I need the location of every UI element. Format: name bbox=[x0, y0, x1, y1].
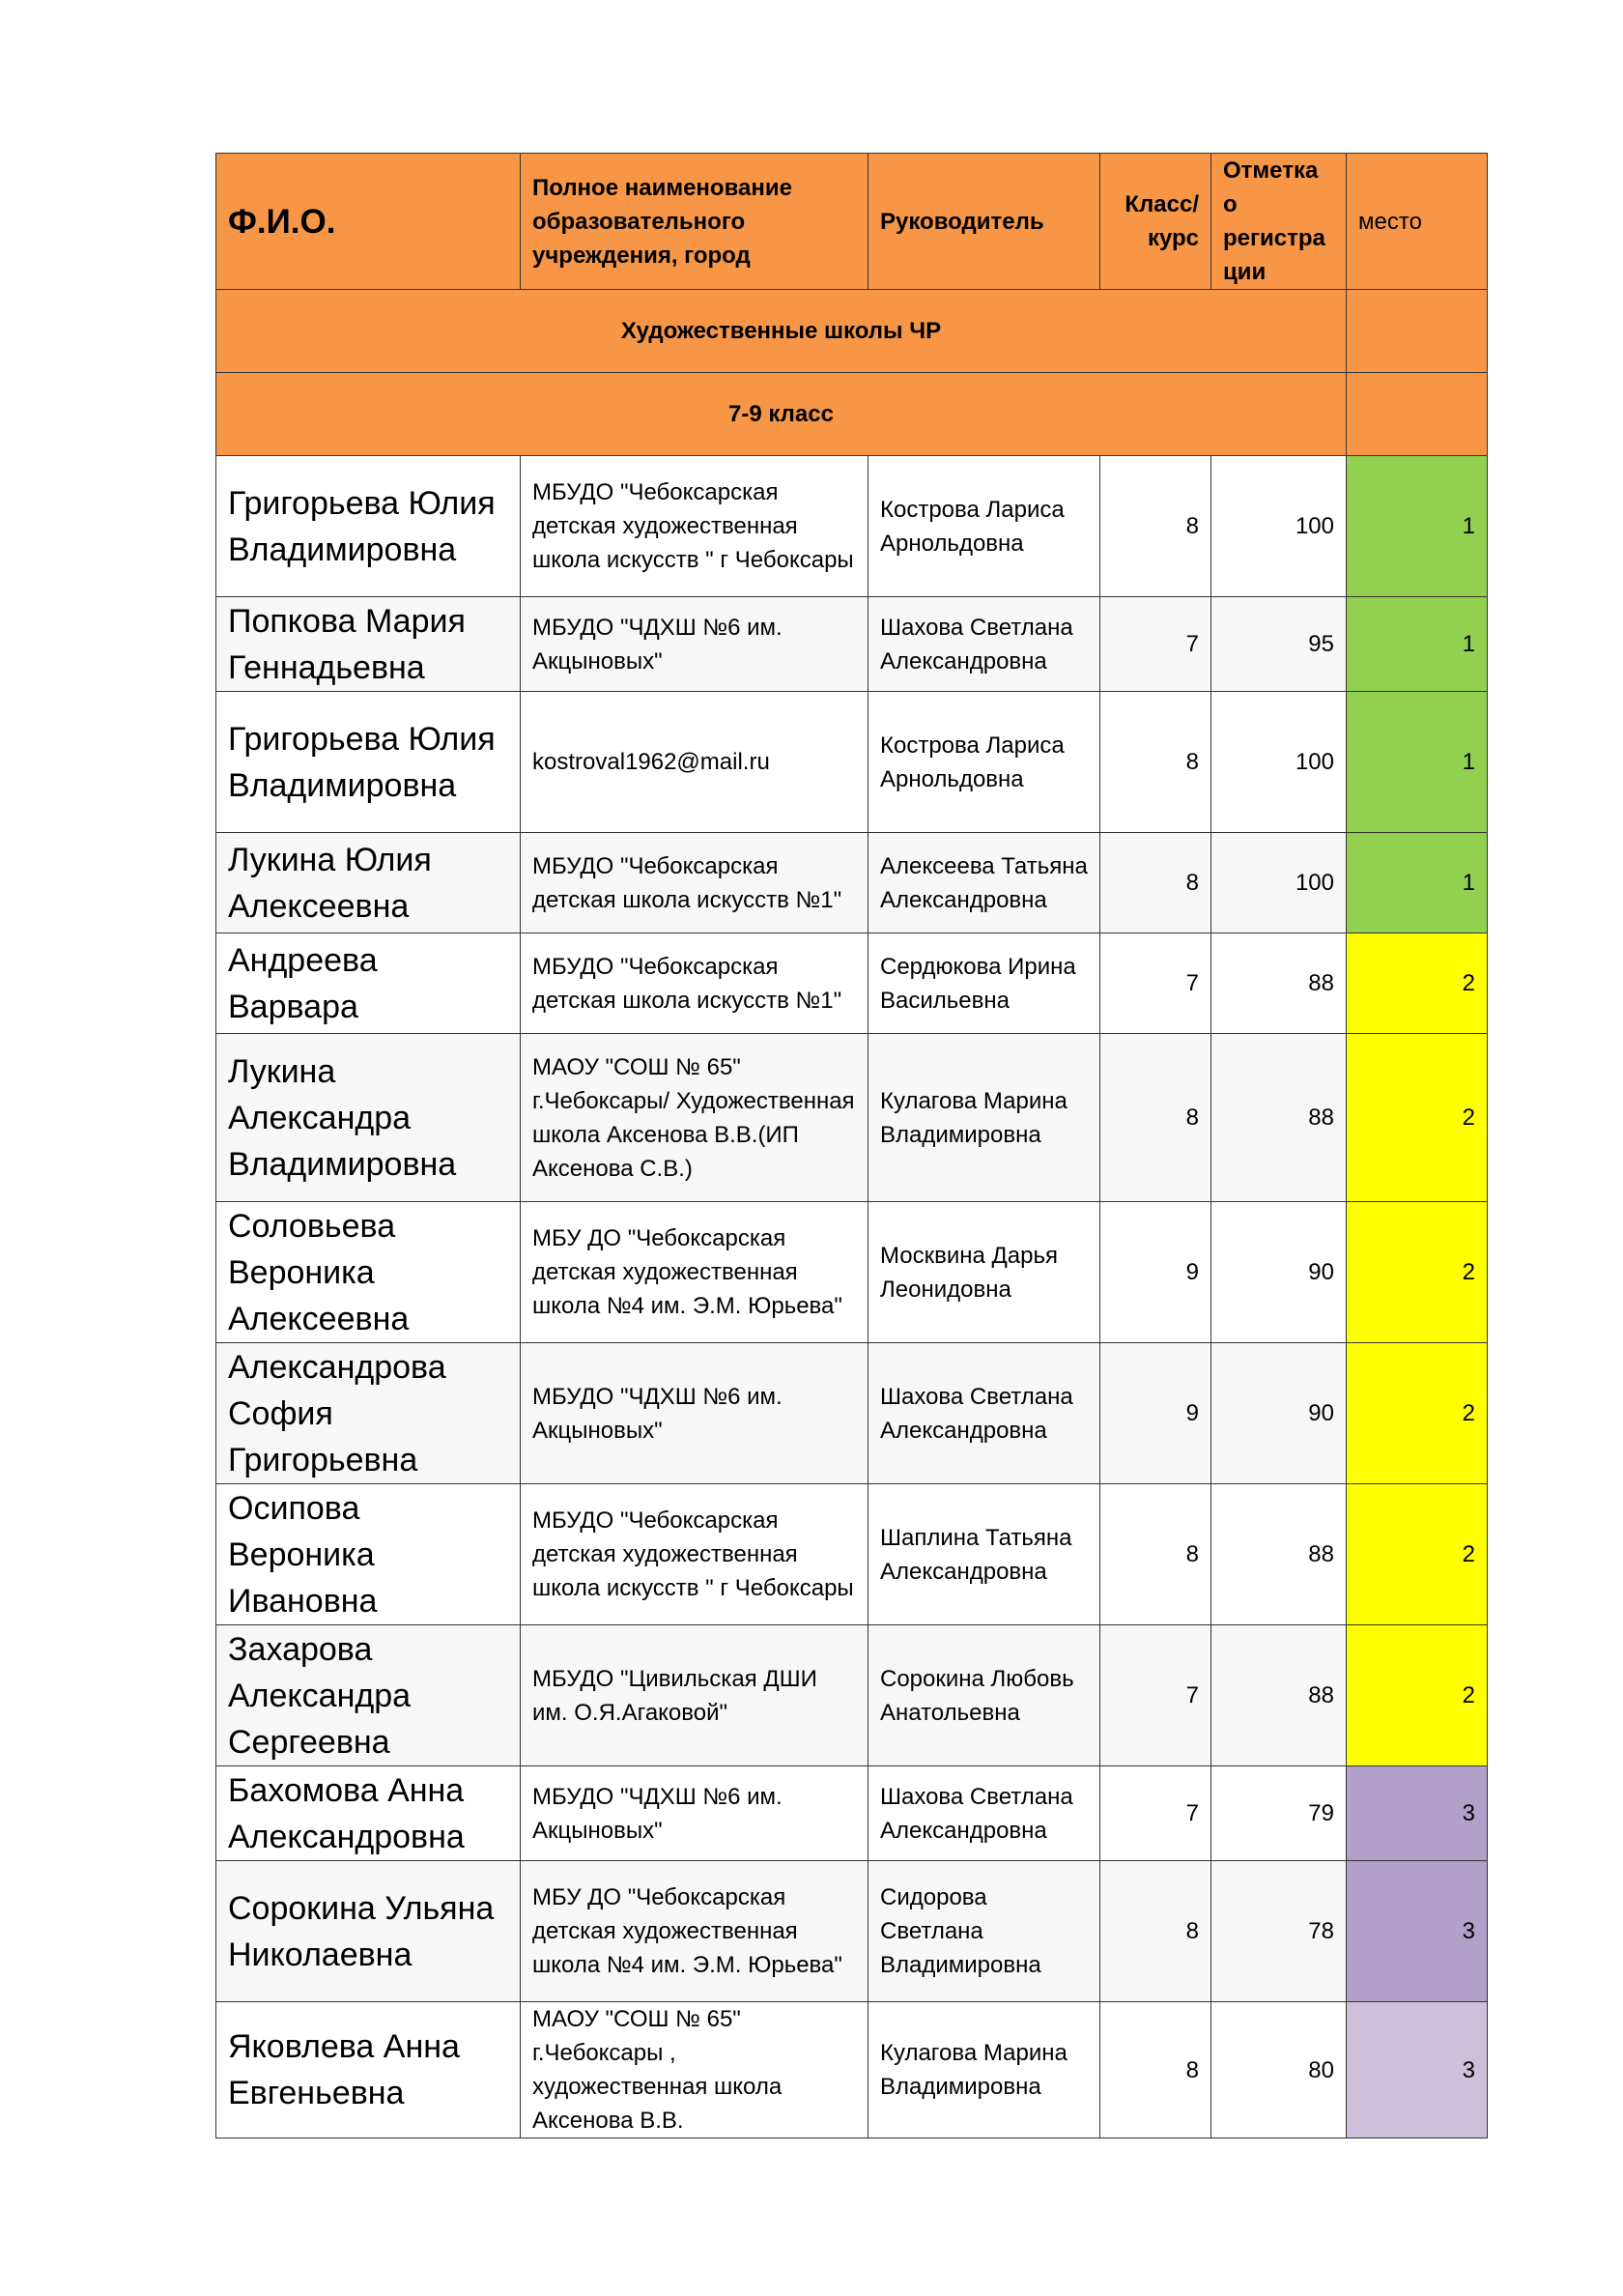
table-row bbox=[216, 933, 1488, 1034]
participant-name: Лукина Юлия Алексеевна bbox=[216, 833, 521, 933]
header-class: Класс/ курс bbox=[1100, 154, 1211, 290]
institution-cell: МБУДО "ЧДХШ №6 им. Акцыновых" bbox=[521, 1766, 868, 1861]
participant-name: Бахомова Анна Александровна bbox=[216, 1766, 521, 1861]
registration-score-cell: 78 bbox=[1211, 1861, 1347, 2002]
registration-score-cell: 90 bbox=[1211, 1343, 1347, 1484]
place-cell: 3 bbox=[1347, 1766, 1488, 1861]
section-category-place bbox=[1347, 290, 1488, 373]
registration-score-cell: 95 bbox=[1211, 597, 1347, 692]
participant-name: Григорьева Юлия Владимировна bbox=[216, 692, 521, 833]
participant-name: Осипова Вероника Ивановна bbox=[216, 1484, 521, 1625]
table-row bbox=[216, 1625, 1488, 1766]
class-cell: 8 bbox=[1100, 2002, 1211, 2138]
class-cell: 8 bbox=[1100, 1034, 1211, 1202]
supervisor-cell: Сидорова Светлана Владимировна bbox=[868, 1861, 1100, 2002]
institution-cell: МБУ ДО "Чебоксарская детская художественная школа №4 им. Э.М. Юрьева" bbox=[521, 1861, 868, 2002]
table-row bbox=[216, 597, 1488, 692]
table-row bbox=[216, 456, 1488, 597]
place-cell: 2 bbox=[1347, 933, 1488, 1034]
place-cell: 1 bbox=[1347, 833, 1488, 933]
results-rows bbox=[216, 456, 1488, 2138]
institution-cell: МАОУ "СОШ № 65" г.Чебоксары , художественная школа Аксенова В.В. bbox=[521, 2002, 868, 2138]
supervisor-cell: Кулагова Марина Владимировна bbox=[868, 1034, 1100, 1202]
supervisor-cell: Сердюкова Ирина Васильевна bbox=[868, 933, 1100, 1034]
header-institution: Полное наименование образовательного учреждения, город bbox=[521, 154, 868, 290]
class-cell: 9 bbox=[1100, 1202, 1211, 1343]
registration-score-cell: 88 bbox=[1211, 1625, 1347, 1766]
registration-score-cell: 90 bbox=[1211, 1202, 1347, 1343]
registration-score-cell: 100 bbox=[1211, 833, 1347, 933]
institution-cell: МАОУ "СОШ № 65" г.Чебоксары/ Художественная школа Аксенова В.В.(ИП Аксенова С.В.) bbox=[521, 1034, 868, 1202]
header-fio: Ф.И.О. bbox=[216, 154, 521, 290]
table-row bbox=[216, 692, 1488, 833]
table-row bbox=[216, 1484, 1488, 1625]
place-cell: 2 bbox=[1347, 1625, 1488, 1766]
header-registration: Отметка о регистра ции bbox=[1211, 154, 1347, 290]
registration-score-cell: 80 bbox=[1211, 2002, 1347, 2138]
table-row bbox=[216, 1861, 1488, 2002]
participant-name: Захарова Александра Сергеевна bbox=[216, 1625, 521, 1766]
registration-score-cell: 100 bbox=[1211, 456, 1347, 597]
institution-cell: МБУДО "Чебоксарская детская художественная школа искусств " г Чебоксары bbox=[521, 1484, 868, 1625]
section-category-row bbox=[216, 290, 1488, 373]
registration-score-cell: 79 bbox=[1211, 1766, 1347, 1861]
table-row bbox=[216, 1766, 1488, 1861]
participant-name: Яковлева Анна Евгеньевна bbox=[216, 2002, 521, 2138]
place-cell: 3 bbox=[1347, 1861, 1488, 2002]
class-cell: 7 bbox=[1100, 933, 1211, 1034]
class-cell: 8 bbox=[1100, 833, 1211, 933]
institution-cell: МБУДО "Чебоксарская детская школа искусств №1" bbox=[521, 933, 868, 1034]
class-cell: 8 bbox=[1100, 456, 1211, 597]
participant-name: Лукина Александра Владимировна bbox=[216, 1034, 521, 1202]
results-table bbox=[215, 153, 1488, 2138]
supervisor-cell: Москвина Дарья Леонидовна bbox=[868, 1202, 1100, 1343]
institution-cell: МБУ ДО "Чебоксарская детская художественная школа №4 им. Э.М. Юрьева" bbox=[521, 1202, 868, 1343]
section-group-place bbox=[1347, 373, 1488, 456]
section-group: 7-9 класс bbox=[216, 373, 1347, 456]
table-row bbox=[216, 1343, 1488, 1484]
registration-score-cell: 100 bbox=[1211, 692, 1347, 833]
class-cell: 8 bbox=[1100, 1484, 1211, 1625]
supervisor-cell: Кострова Лариса Арнольдовна bbox=[868, 692, 1100, 833]
table-row bbox=[216, 833, 1488, 933]
place-cell: 2 bbox=[1347, 1343, 1488, 1484]
institution-cell: МБУДО "ЧДХШ №6 им. Акцыновых" bbox=[521, 597, 868, 692]
supervisor-cell: Алексеева Татьяна Александровна bbox=[868, 833, 1100, 933]
supervisor-cell: Кострова Лариса Арнольдовна bbox=[868, 456, 1100, 597]
registration-score-cell: 88 bbox=[1211, 1034, 1347, 1202]
participant-name: Андреева Варвара bbox=[216, 933, 521, 1034]
participant-name: Григорьева Юлия Владимировна bbox=[216, 456, 521, 597]
institution-cell: МБУДО "Чебоксарская детская школа искусств №1" bbox=[521, 833, 868, 933]
participant-name: Попкова Мария Геннадьевна bbox=[216, 597, 521, 692]
place-cell: 2 bbox=[1347, 1202, 1488, 1343]
supervisor-cell: Шахова Светлана Александровна bbox=[868, 1766, 1100, 1861]
registration-score-cell: 88 bbox=[1211, 1484, 1347, 1625]
supervisor-cell: Шахова Светлана Александровна bbox=[868, 597, 1100, 692]
place-cell: 2 bbox=[1347, 1034, 1488, 1202]
class-cell: 8 bbox=[1100, 1861, 1211, 2002]
class-cell: 8 bbox=[1100, 692, 1211, 833]
class-cell: 9 bbox=[1100, 1343, 1211, 1484]
supervisor-cell: Шаплина Татьяна Александровна bbox=[868, 1484, 1100, 1625]
place-cell: 2 bbox=[1347, 1484, 1488, 1625]
institution-cell: МБУДО "Цивильская ДШИ им. О.Я.Агаковой" bbox=[521, 1625, 868, 1766]
class-cell: 7 bbox=[1100, 1766, 1211, 1861]
table-row bbox=[216, 1034, 1488, 1202]
header-place: место bbox=[1347, 154, 1488, 290]
supervisor-cell: Кулагова Марина Владимировна bbox=[868, 2002, 1100, 2138]
place-cell: 1 bbox=[1347, 692, 1488, 833]
place-cell: 3 bbox=[1347, 2002, 1488, 2138]
institution-cell: МБУДО "Чебоксарская детская художественная школа искусств " г Чебоксары bbox=[521, 456, 868, 597]
participant-name: Соловьева Вероника Алексеевна bbox=[216, 1202, 521, 1343]
registration-score-cell: 88 bbox=[1211, 933, 1347, 1034]
class-cell: 7 bbox=[1100, 597, 1211, 692]
participant-name: Александрова София Григорьевна bbox=[216, 1343, 521, 1484]
place-cell: 1 bbox=[1347, 597, 1488, 692]
institution-cell: kostroval1962@mail.ru bbox=[521, 692, 868, 833]
section-group-row bbox=[216, 373, 1488, 456]
class-cell: 7 bbox=[1100, 1625, 1211, 1766]
table-row bbox=[216, 2002, 1488, 2138]
header-supervisor: Руководитель bbox=[868, 154, 1100, 290]
participant-name: Сорокина Ульяна Николаевна bbox=[216, 1861, 521, 2002]
table-row bbox=[216, 1202, 1488, 1343]
supervisor-cell: Сорокина Любовь Анатольевна bbox=[868, 1625, 1100, 1766]
institution-cell: МБУДО "ЧДХШ №6 им. Акцыновых" bbox=[521, 1343, 868, 1484]
header-row bbox=[216, 154, 1488, 290]
supervisor-cell: Шахова Светлана Александровна bbox=[868, 1343, 1100, 1484]
section-category: Художественные школы ЧР bbox=[216, 290, 1347, 373]
place-cell: 1 bbox=[1347, 456, 1488, 597]
